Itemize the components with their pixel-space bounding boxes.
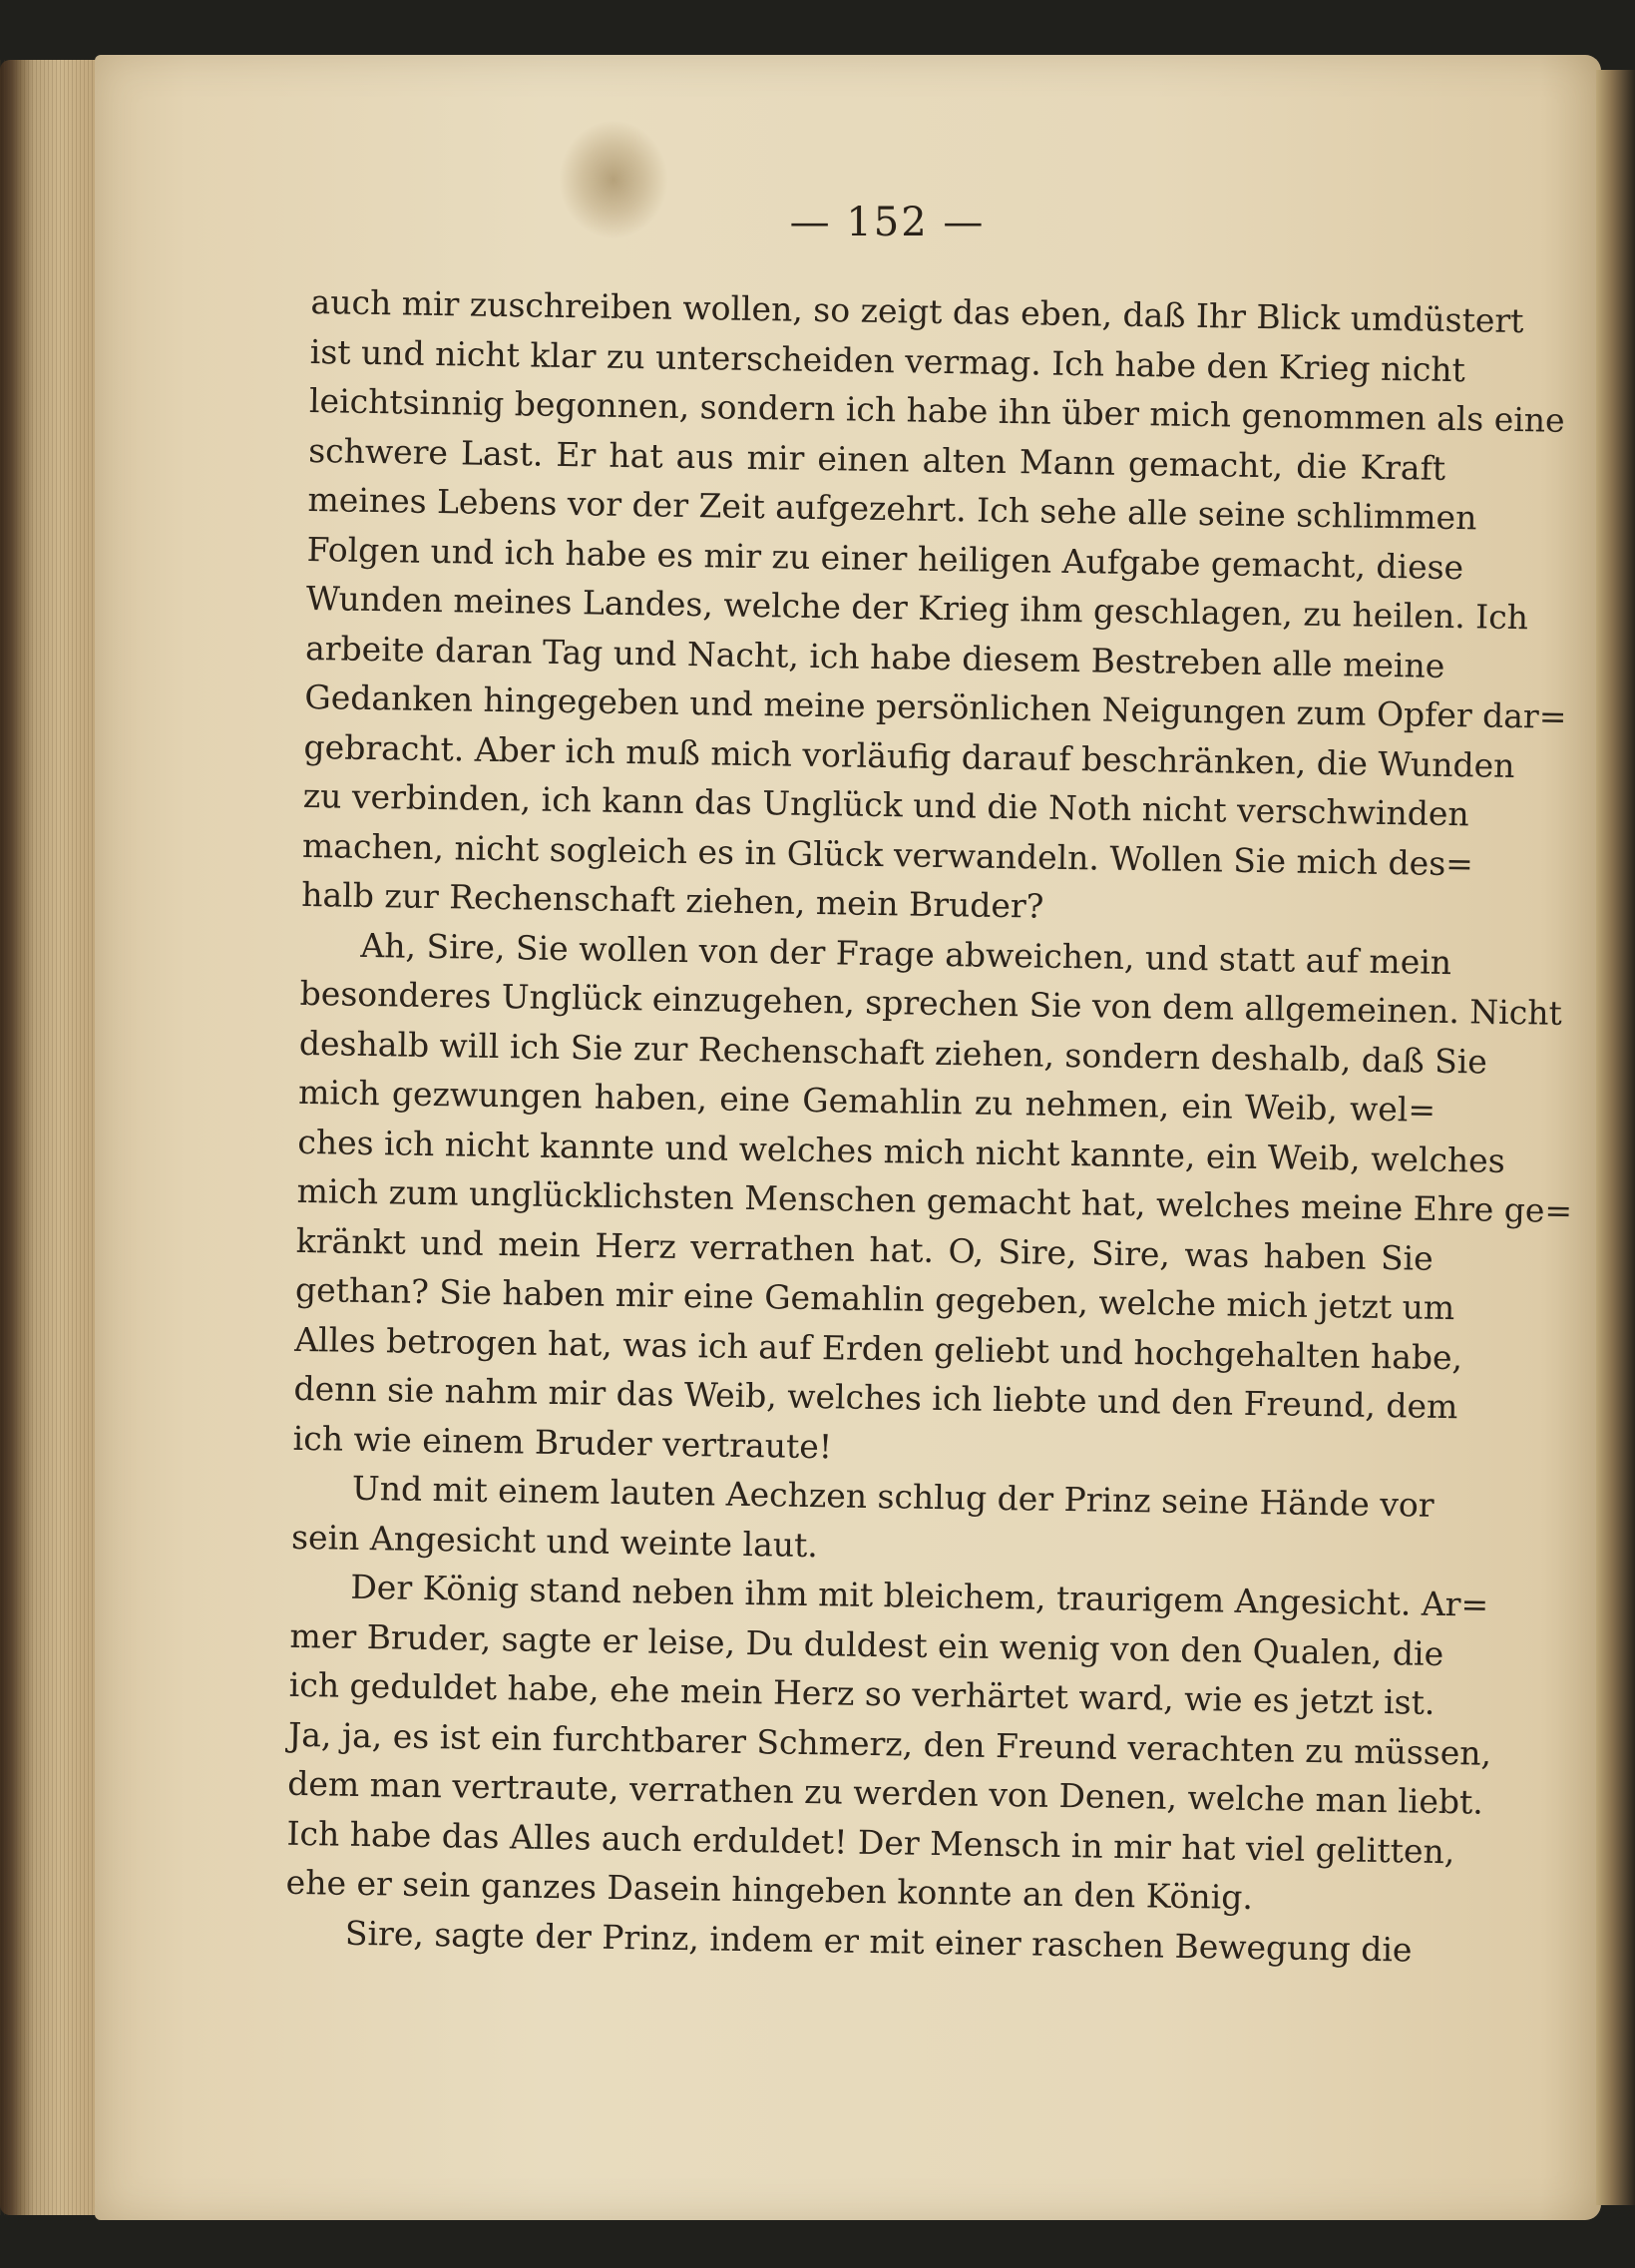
text-line: mich gezwungen haben, eine Gemahlin zu nehmen, ein Weib, wel=: [297, 1072, 1436, 1130]
text-line: gethan? Sie haben mir eine Gemahlin gegeben, welche mich jetzt um: [294, 1269, 1455, 1328]
text-line: ist und nicht klar zu unterscheiden vermag. Ich habe den Krieg nicht: [309, 331, 1466, 389]
text-line: Folgen und ich habe es mir zu einer heiligen Aufgabe gemacht, diese: [306, 529, 1464, 587]
text-line: besonderes Unglück einzugehen, sprechen Sie von dem allgemeinen. Nicht: [299, 973, 1563, 1033]
text-line: ich wie einem Bruder vertraute!: [292, 1418, 833, 1466]
paragraph: [300, 277, 1567, 937]
text-line: kränkt und mein Herz verrathen hat. O, Sire, Sire, was haben Sie: [295, 1220, 1434, 1278]
text-line: machen, nicht sogleich es in Glück verwandeln. Wollen Sie mich des=: [301, 825, 1474, 883]
paragraph: [285, 1562, 1492, 1925]
page-number: — 152 —: [789, 200, 986, 245]
paragraph: [292, 919, 1573, 1480]
text-line: Ja, ja, es ist ein furchtbarer Schmerz, den Freund verachten zu müssen,: [287, 1714, 1492, 1773]
text-line: zu verbinden, ich kann das Unglück und die Noth nicht verschwinden: [302, 775, 1469, 834]
text-line: arbeite daran Tag und Nacht, ich habe diesem Bestreben alle meine: [304, 628, 1445, 685]
text-line: Wunden meines Landes, welche der Krieg ihm geschlagen, zu heilen. Ich: [305, 578, 1529, 638]
text-line: Alles betrogen hat, was ich auf Erden geliebt und hochgehalten habe,: [293, 1319, 1463, 1377]
text-line: Ah, Sire, Sie wollen von der Frage abweichen, und statt auf mein: [360, 925, 1452, 982]
text-line: gebracht. Aber ich muß mich vorläufig darauf beschränken, die Wunden: [303, 726, 1515, 785]
text-line: schwere Last. Er hat aus mir einen alten Mann gemacht, die Kraft: [307, 430, 1446, 488]
text-line: ehe er sein ganzes Dasein hingeben konnte an den König.: [285, 1862, 1254, 1918]
facing-page-edge: [1596, 70, 1635, 2205]
text-line: Gedanken hingegeben und meine persönlichen Neigungen zum Opfer dar=: [304, 677, 1567, 736]
text-line: meines Lebens vor der Zeit aufgezehrt. Ich sehe alle seine schlimmen: [307, 479, 1477, 538]
text-line: halb zur Rechenschaft ziehen, mein Bruder?: [300, 874, 1044, 926]
text-line: mer Bruder, sagte er leise, Du duldest ein wenig von den Qualen, die: [289, 1615, 1444, 1673]
text-line: sein Angesicht und weinte laut.: [290, 1517, 819, 1565]
text-line: Ich habe das Alles auch erduldet! Der Mensch in mir hat viel gelitten,: [286, 1813, 1455, 1871]
text-line: mich zum unglücklichsten Menschen gemacht hat, welches meine Ehre ge=: [296, 1170, 1573, 1230]
text-line: ches ich nicht kannte und welches mich nicht kannte, ein Weib, welches: [297, 1122, 1506, 1180]
text-line: dem man vertraute, verrathen zu werden von Denen, welche man liebt.: [286, 1763, 1484, 1822]
body-text: [285, 277, 1573, 1975]
text-line: ich geduldet habe, ehe mein Herz so verhärtet ward, wie es jetzt ist.: [288, 1664, 1435, 1722]
text-line: deshalb will ich Sie zur Rechenschaft ziehen, sondern deshalb, daß Sie: [298, 1023, 1488, 1082]
text-line: auch mir zuschreiben wollen, so zeigt das eben, daß Ihr Blick umdüstert: [310, 281, 1524, 341]
text-line: leichtsinnig begonnen, sondern ich habe ihn über mich genommen als eine: [308, 380, 1565, 440]
text-line: Sire, sagte der Prinz, indem er mit einer raschen Bewegung die: [344, 1913, 1413, 1970]
text-line: Der König stand neben ihm mit bleichem, traurigem Angesicht. Ar=: [350, 1567, 1489, 1624]
text-line: Und mit einem lauten Aechzen schlug der Prinz seine Hände vor: [351, 1468, 1434, 1525]
paragraph: [290, 1463, 1434, 1580]
text-line: denn sie nahm mir das Weib, welches ich liebte und den Freund, dem: [293, 1368, 1458, 1427]
